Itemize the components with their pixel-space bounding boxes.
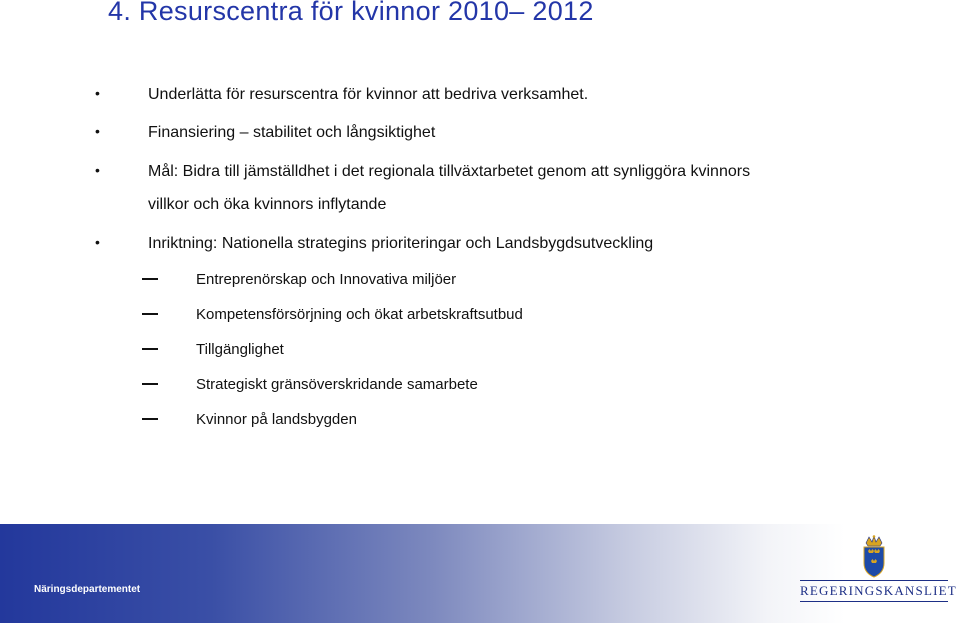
sub-item-5: Kvinnor på landsbygden [196, 411, 357, 428]
department-name: Näringsdepartementet [34, 584, 141, 595]
bullet-icon: • [95, 85, 100, 101]
bullet-line-1: Underlätta för resurscentra för kvinnor att bedriva verksamhet. [148, 86, 589, 103]
bullet-icon: • [95, 234, 100, 250]
slide-title: 4. Resurscentra för kvinnor 2010– 2012 [108, 0, 594, 26]
bullet-icon: • [95, 162, 100, 178]
dash-icon [142, 383, 158, 385]
dash-icon [142, 348, 158, 350]
bullet-line-3: Mål: Bidra till jämställdhet i det regionala tillväxtarbetet genom att synliggöra kvinnors [148, 163, 751, 180]
dash-icon [142, 313, 158, 315]
footer-band [0, 524, 960, 623]
sub-item-2: Kompetensförsörjning och ökat arbetskraftsutbud [196, 306, 523, 323]
sub-item-4: Strategiskt gränsöverskridande samarbete [196, 376, 478, 393]
bullet-line-3-cont: villkor och öka kvinnors inflytande [148, 196, 387, 213]
dash-icon [142, 418, 158, 420]
bullet-line-4: Inriktning: Nationella strategins prioriteringar och Landsbygdsutveckling [148, 235, 654, 252]
regeringskansliet-logo [800, 580, 957, 602]
sub-item-3: Tillgänglighet [196, 341, 284, 358]
crown-emblem-icon [852, 535, 896, 579]
bullet-line-2: Finansiering – stabilitet och långsiktighet [148, 124, 436, 141]
logo-text: REGERINGSKANSLIET [800, 583, 957, 598]
dash-icon [142, 278, 158, 280]
sub-item-1: Entreprenörskap och Innovativa miljöer [196, 271, 457, 288]
bullet-icon: • [95, 123, 100, 139]
